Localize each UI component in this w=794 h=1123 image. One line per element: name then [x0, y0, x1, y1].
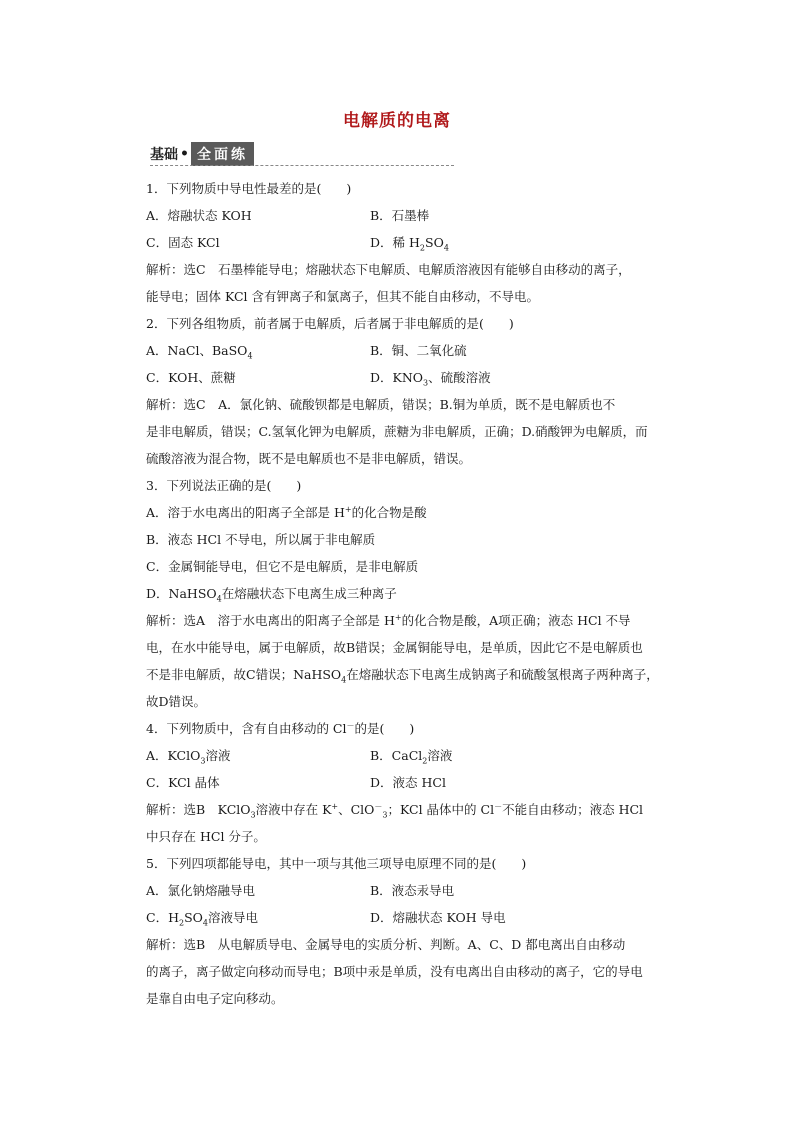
- option-c-text: C．H: [146, 910, 179, 925]
- subscript: 3: [423, 378, 429, 388]
- option-a-text: A．NaCl、BaSO: [146, 343, 248, 358]
- subscript: 4: [216, 594, 222, 604]
- option-d: D．熔融状态 KOH 导电: [370, 910, 506, 925]
- option-c: C．KOH、蔗糖: [146, 370, 236, 385]
- subscript: 2: [419, 243, 425, 253]
- question-2-analysis: 硫酸溶液为混合物，既不是电解质也不是非电解质，错误。: [146, 451, 472, 466]
- subscript: 3: [382, 810, 388, 820]
- option-c: C．固态 KCl: [146, 235, 220, 250]
- option-d-text: D．KNO: [370, 370, 424, 385]
- option-b-text: 溶液: [427, 748, 453, 763]
- superscript: －: [374, 801, 383, 811]
- analysis-text: 在熔融状态下电离生成钠离子和硫酸氢根离子两种离子，: [346, 667, 659, 682]
- question-5-options-row-1: [146, 877, 676, 904]
- option-d-text: D．NaHSO: [146, 586, 217, 601]
- question-5-analysis: 解析：选B 从电解质导电、金属导电的实质分析、判断。A、C、D 都电离出自由移动: [146, 937, 626, 952]
- option-d: [370, 364, 594, 391]
- option-a: A．氯化钠熔融导电: [146, 883, 256, 898]
- option-b: B．液态 HCl 不导电，所以属于非电解质: [146, 532, 376, 547]
- option-a: [146, 499, 676, 526]
- stem-text: 4．下列物质中，含有自由移动的 Cl: [146, 721, 347, 736]
- option-b: B．铜、二氧化硫: [370, 343, 467, 358]
- section-label: 基础: [150, 147, 178, 163]
- question-4-analysis: 中只存在 HCl 分子。: [146, 829, 266, 844]
- subscript: 4: [247, 351, 253, 361]
- section-badge: 全面练: [191, 142, 254, 166]
- option-d-text: 、硫酸溶液: [428, 370, 491, 385]
- superscript: －: [494, 801, 503, 811]
- option-d-text: SO: [425, 235, 444, 250]
- superscript: －: [346, 720, 355, 730]
- option-c: C．KCl 晶体: [146, 775, 220, 790]
- question-2-analysis: 是非电解质，错误；C.氢氧化钾为电解质，蔗糖为非电解质，正确；D.硝酸钾为电解质，而: [146, 424, 648, 439]
- analysis-text: 、ClO: [338, 802, 375, 817]
- option-c-text: 溶液导电: [207, 910, 258, 925]
- subscript: 2: [178, 918, 185, 928]
- question-1-stem: 1．下列物质中导电性最差的是( ): [146, 181, 352, 196]
- question-1-analysis: 能导电；固体 KCl 含有钾离子和氯离子，但其不能自由移动，不导电。: [146, 289, 540, 304]
- analysis-text: ；KCl 晶体中的 Cl: [387, 802, 495, 817]
- section-header: [150, 142, 254, 166]
- question-4-stem: [146, 715, 676, 742]
- question-2-stem: 2．下列各组物质，前者属于电解质，后者属于非电解质的是( ): [146, 316, 514, 331]
- subscript: 4: [202, 918, 208, 928]
- question-3-stem: 3．下列说法正确的是( ): [146, 478, 302, 493]
- question-3-analysis: [146, 661, 676, 688]
- section-divider: [150, 165, 454, 166]
- option-d: [146, 580, 676, 607]
- question-5-analysis: 的离子，离子做定向移动而导电；B项中汞是单质，没有电离出自由移动的离子，它的导电: [146, 964, 643, 979]
- question-1-options-row-2: [146, 229, 676, 256]
- option-a-text: A．溶于水电离出的阳离子全部是 H: [146, 505, 345, 520]
- option-b: B．液态汞导电: [370, 883, 455, 898]
- question-2-options-row-2: [146, 364, 676, 391]
- question-1-analysis: 解析：选C 石墨棒能导电；熔融状态下电解质、电解质溶液因有能够自由移动的离子，: [146, 262, 631, 277]
- question-4-analysis: [146, 796, 676, 823]
- option-a: [146, 742, 370, 769]
- superscript: +: [331, 801, 339, 811]
- analysis-text: 的化合物是酸，A项正确；液态 HCl 不导: [401, 613, 631, 628]
- question-1-options-row-1: [146, 202, 676, 229]
- question-4-options-row-2: [146, 769, 676, 796]
- subscript: 4: [341, 675, 347, 685]
- question-2-options-row-1: [146, 337, 676, 364]
- option-c-text: SO: [184, 910, 203, 925]
- question-4-options-row-1: [146, 742, 676, 769]
- option-a: A．熔融状态 KOH: [146, 208, 252, 223]
- question-5-analysis: 是靠自由电子定向移动。: [146, 991, 284, 1006]
- page-title: 电解质的电离: [343, 111, 451, 131]
- question-3-analysis: 故D错误。: [146, 694, 207, 709]
- option-b-text: B．CaCl: [370, 748, 423, 763]
- option-d-text: D．稀 H: [370, 235, 420, 250]
- option-d-text: 在熔融状态下电离生成三种离子: [221, 586, 397, 601]
- analysis-text: 解析：选A 溶于水电离出的阳离子全部是 H: [146, 613, 395, 628]
- option-c: [146, 904, 370, 931]
- subscript: 4: [443, 243, 449, 253]
- analysis-text: 解析：选B KClO: [146, 802, 251, 817]
- option-b: [370, 742, 594, 769]
- subscript: 3: [250, 810, 256, 820]
- superscript: +: [394, 612, 402, 622]
- question-3-analysis: 电，在水中能导电，属于电解质，故B错误；金属铜能导电，是单质，因此它不是电解质也: [146, 640, 643, 655]
- option-a-text: A．KClO: [146, 748, 201, 763]
- option-a: [146, 337, 370, 364]
- question-list: [146, 175, 676, 1012]
- option-b: B．石墨棒: [370, 208, 430, 223]
- question-2-analysis: 解析：选C A．氯化钠、硫酸钡都是电解质，错误；B.铜为单质，既不是电解质也不: [146, 397, 616, 412]
- section-dot: •: [180, 146, 189, 162]
- superscript: +: [344, 504, 352, 514]
- analysis-text: 溶液中存在 K: [255, 802, 332, 817]
- analysis-text: 不能自由移动；液态 HCl: [502, 802, 644, 817]
- question-3-analysis: [146, 607, 676, 634]
- option-d: [370, 229, 594, 256]
- stem-text: 的是( ): [354, 721, 415, 736]
- option-a-text: 溶液: [205, 748, 231, 763]
- option-c: C．金属铜能导电，但它不是电解质，是非电解质: [146, 559, 419, 574]
- option-d: D．液态 HCl: [370, 775, 446, 790]
- option-a-text: 的化合物是酸: [351, 505, 427, 520]
- question-5-stem: 5．下列四项都能导电，其中一项与其他三项导电原理不同的是( ): [146, 856, 527, 871]
- analysis-text: 不是非电解质，故C错误；NaHSO: [146, 667, 342, 682]
- subscript: 2: [422, 756, 428, 766]
- question-5-options-row-2: [146, 904, 676, 931]
- subscript: 3: [200, 756, 206, 766]
